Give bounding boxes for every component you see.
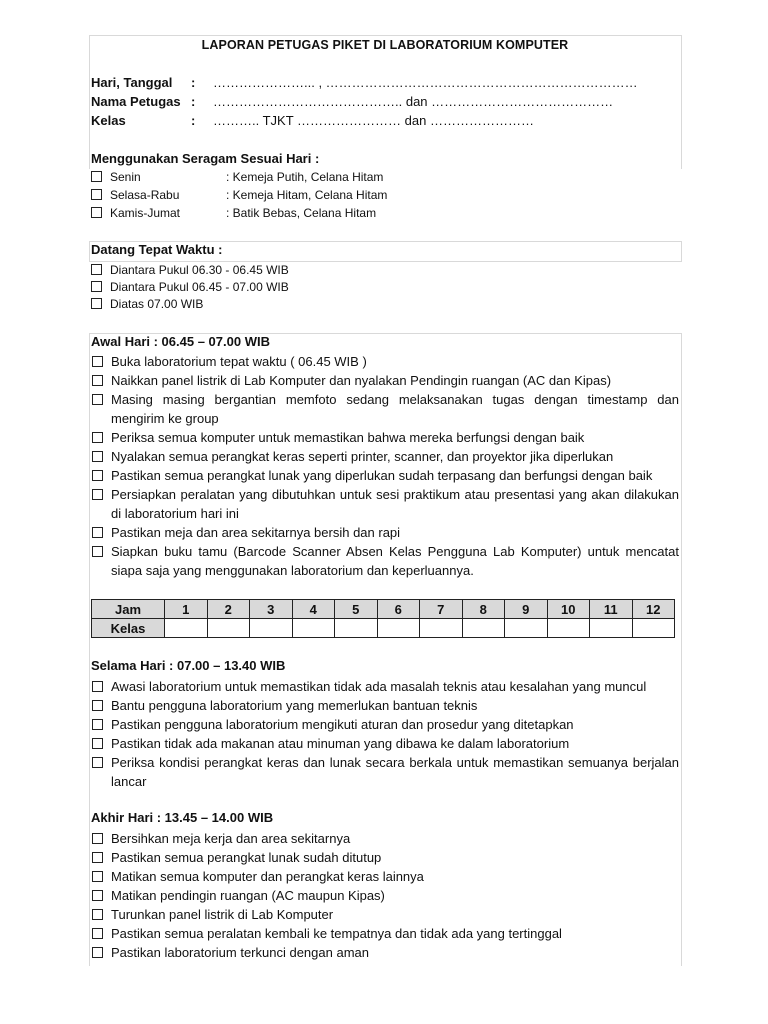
checkbox-icon[interactable]: [92, 681, 103, 692]
akhir-heading: Akhir Hari : 13.45 – 14.00 WIB: [91, 810, 274, 825]
uniform-desc: : Batik Bebas, Celana Hitam: [226, 206, 377, 220]
task-item[interactable]: [91, 485, 679, 523]
task-label: Matikan pendingin ruangan (AC maupun Kipas): [111, 888, 385, 903]
task-item[interactable]: [91, 867, 679, 886]
page-title: LAPORAN PETUGAS PIKET DI LABORATORIUM KOMPUTER: [201, 38, 569, 52]
task-label: Awasi laboratorium untuk memastikan tidak ada masalah teknis atau kesalahan yang muncul: [111, 679, 647, 694]
table-kelas-cell[interactable]: [207, 619, 250, 638]
checkbox-icon[interactable]: [92, 527, 103, 538]
task-label: Pastikan semua perangkat lunak sudah ditutup: [111, 850, 382, 865]
task-label: Bantu pengguna laboratorium yang memerlukan bantuan teknis: [111, 698, 478, 713]
checkbox-icon[interactable]: [92, 470, 103, 481]
task-item[interactable]: [91, 447, 679, 466]
checkbox-icon[interactable]: [92, 489, 103, 500]
arrival-option-label: Diantara Pukul 06.30 - 06.45 WIB: [110, 263, 289, 277]
checkbox-icon[interactable]: [92, 871, 103, 882]
arrival-option-label: Diantara Pukul 06.45 - 07.00 WIB: [110, 280, 289, 294]
table-hour-cell: 12: [632, 600, 675, 619]
field-value[interactable]: …………………………………….. dan ……………………………………: [213, 94, 614, 109]
task-label: Pastikan laboratorium terkunci dengan aman: [111, 945, 369, 960]
task-label: Buka laboratorium tepat waktu ( 06.45 WIB ): [111, 354, 367, 369]
selama-heading: Selama Hari : 07.00 – 13.40 WIB: [91, 658, 286, 673]
table-kelas-cell[interactable]: [462, 619, 505, 638]
checkbox-icon[interactable]: [92, 928, 103, 939]
table-hour-cell: 3: [250, 600, 293, 619]
table-header-jam: Jam: [92, 600, 165, 619]
task-label: Turunkan panel listrik di Lab Komputer: [111, 907, 334, 922]
task-label: Pastikan semua perangkat lunak yang diperlukan sudah terpasang dan berfungsi dengan baik: [111, 468, 653, 483]
checkbox-icon[interactable]: [92, 909, 103, 920]
field-label: Nama Petugas: [91, 94, 181, 109]
task-item[interactable]: [91, 390, 679, 428]
uniform-desc: : Kemeja Putih, Celana Hitam: [226, 170, 384, 184]
task-label: Pastikan pengguna laboratorium mengikuti aturan dan prosedur yang ditetapkan: [111, 717, 574, 732]
task-item[interactable]: [91, 677, 679, 696]
task-item[interactable]: [91, 848, 679, 867]
checkbox-icon[interactable]: [92, 719, 103, 730]
table-kelas-cell[interactable]: [632, 619, 675, 638]
table-kelas-cell[interactable]: [377, 619, 420, 638]
checkbox-icon[interactable]: [92, 890, 103, 901]
checkbox-icon[interactable]: [91, 264, 102, 275]
uniform-day: Senin: [110, 170, 141, 184]
table-hour-cell: 7: [420, 600, 463, 619]
checkbox-icon[interactable]: [91, 189, 102, 200]
uniform-option-kamis-jumat[interactable]: [91, 204, 376, 222]
field-colon: :: [191, 113, 196, 128]
task-label: Bersihkan meja kerja dan area sekitarnya: [111, 831, 351, 846]
checkbox-icon[interactable]: [91, 171, 102, 182]
table-kelas-cell[interactable]: [165, 619, 208, 638]
checkbox-icon[interactable]: [92, 947, 103, 958]
field-colon: :: [191, 75, 196, 90]
arrival-option-2[interactable]: [91, 278, 289, 296]
task-label: Matikan semua komputer dan perangkat keras lainnya: [111, 869, 424, 884]
task-label: Masing masing bergantian memfoto sedang melaksanakan tugas dengan timestamp dan mengirim ke group: [111, 392, 679, 426]
task-label: Pastikan meja dan area sekitarnya bersih dan rapi: [111, 525, 401, 540]
task-item[interactable]: [91, 886, 679, 905]
task-item[interactable]: [91, 542, 679, 580]
task-item[interactable]: [91, 696, 679, 715]
table-hour-cell: 9: [505, 600, 548, 619]
arrival-heading: Datang Tepat Waktu :: [91, 242, 223, 257]
awal-task-list: [91, 352, 679, 580]
field-colon: :: [191, 94, 196, 109]
table-hour-cell: 2: [207, 600, 250, 619]
table-hour-cell: 4: [292, 600, 335, 619]
checkbox-icon[interactable]: [92, 757, 103, 768]
task-item[interactable]: [91, 905, 679, 924]
checkbox-icon[interactable]: [92, 394, 103, 405]
akhir-task-list: [91, 829, 679, 962]
table-hour-cell: 1: [165, 600, 208, 619]
table-hour-cell: 11: [590, 600, 633, 619]
task-item[interactable]: [91, 715, 679, 734]
task-item[interactable]: [91, 753, 679, 791]
arrival-option-label: Diatas 07.00 WIB: [110, 297, 204, 311]
table-row-jam: [92, 600, 675, 619]
table-hour-cell: 8: [462, 600, 505, 619]
task-label: Periksa semua komputer untuk memastikan bahwa mereka berfungsi dengan baik: [111, 430, 585, 445]
task-item[interactable]: [91, 428, 679, 447]
table-kelas-cell[interactable]: [505, 619, 548, 638]
uniform-option-selasa-rabu[interactable]: [91, 186, 387, 204]
table-kelas-cell[interactable]: [420, 619, 463, 638]
field-value[interactable]: ……….. TJKT …………………… dan ……………………: [213, 113, 534, 128]
table-header-kelas: Kelas: [92, 619, 165, 638]
arrival-option-3[interactable]: [91, 295, 203, 313]
table-hour-cell: 10: [547, 600, 590, 619]
task-label: Naikkan panel listrik di Lab Komputer dan nyalakan Pendingin ruangan (AC dan Kipas): [111, 373, 612, 388]
schedule-table: [91, 599, 675, 638]
uniform-option-senin[interactable]: [91, 168, 383, 186]
table-hour-cell: 6: [377, 600, 420, 619]
table-row-kelas: [92, 619, 675, 638]
checkbox-icon[interactable]: [92, 833, 103, 844]
checkbox-icon[interactable]: [92, 700, 103, 711]
task-label: Pastikan tidak ada makanan atau minuman yang dibawa ke dalam laboratorium: [111, 736, 570, 751]
table-hour-cell: 5: [335, 600, 378, 619]
field-hari-tanggal: [91, 73, 638, 92]
task-label: Periksa kondisi perangkat keras dan lunak secara berkala untuk memastikan semuanya berjalan lancar: [111, 755, 679, 789]
checkbox-icon[interactable]: [92, 375, 103, 386]
task-item[interactable]: [91, 523, 679, 542]
arrival-option-1[interactable]: [91, 261, 289, 279]
task-label: Persiapkan peralatan yang dibutuhkan untuk sesi praktikum atau presentasi yang akan dilakukan di laboratorium hari ini: [111, 487, 679, 521]
uniform-heading: Menggunakan Seragam Sesuai Hari :: [91, 151, 320, 166]
checkbox-icon[interactable]: [91, 298, 102, 309]
checkbox-icon[interactable]: [92, 738, 103, 749]
task-item[interactable]: [91, 924, 679, 943]
task-label: Nyalakan semua perangkat keras seperti printer, scanner, dan proyektor jika diperlukan: [111, 449, 614, 464]
field-label: Hari, Tanggal: [91, 75, 173, 90]
checkbox-icon[interactable]: [92, 451, 103, 462]
task-item[interactable]: [91, 829, 679, 848]
checkbox-icon[interactable]: [92, 432, 103, 443]
awal-heading: Awal Hari : 06.45 – 07.00 WIB: [91, 334, 270, 349]
field-nama-petugas: [91, 92, 613, 111]
task-label: Pastikan semua peralatan kembali ke tempatnya dan tidak ada yang tertinggal: [111, 926, 562, 941]
report-page: [89, 35, 681, 965]
table-kelas-cell[interactable]: [250, 619, 293, 638]
field-label: Kelas: [91, 113, 126, 128]
checkbox-icon[interactable]: [92, 546, 103, 557]
uniform-day: Kamis-Jumat: [110, 206, 181, 220]
field-kelas: [91, 111, 534, 130]
uniform-desc: : Kemeja Hitam, Celana Hitam: [226, 188, 388, 202]
task-item[interactable]: [91, 371, 679, 390]
table-kelas-cell[interactable]: [335, 619, 378, 638]
uniform-day: Selasa-Rabu: [110, 188, 180, 202]
table-kelas-cell[interactable]: [292, 619, 335, 638]
task-item[interactable]: [91, 466, 679, 485]
task-item[interactable]: [91, 943, 679, 962]
field-value[interactable]: …………………... , ………………………………………………………………: [213, 75, 638, 90]
checkbox-icon[interactable]: [92, 356, 103, 367]
checkbox-icon[interactable]: [91, 281, 102, 292]
task-item[interactable]: [91, 352, 679, 371]
task-label: Siapkan buku tamu (Barcode Scanner Absen Kelas Pengguna Lab Komputer) untuk mencatat siapa saja yang menggunakan laboratorium dan keperluannya.: [111, 544, 679, 578]
selama-task-list: [91, 677, 679, 791]
checkbox-icon[interactable]: [92, 852, 103, 863]
table-kelas-cell[interactable]: [547, 619, 590, 638]
task-item[interactable]: [91, 734, 679, 753]
table-kelas-cell[interactable]: [590, 619, 633, 638]
checkbox-icon[interactable]: [91, 207, 102, 218]
